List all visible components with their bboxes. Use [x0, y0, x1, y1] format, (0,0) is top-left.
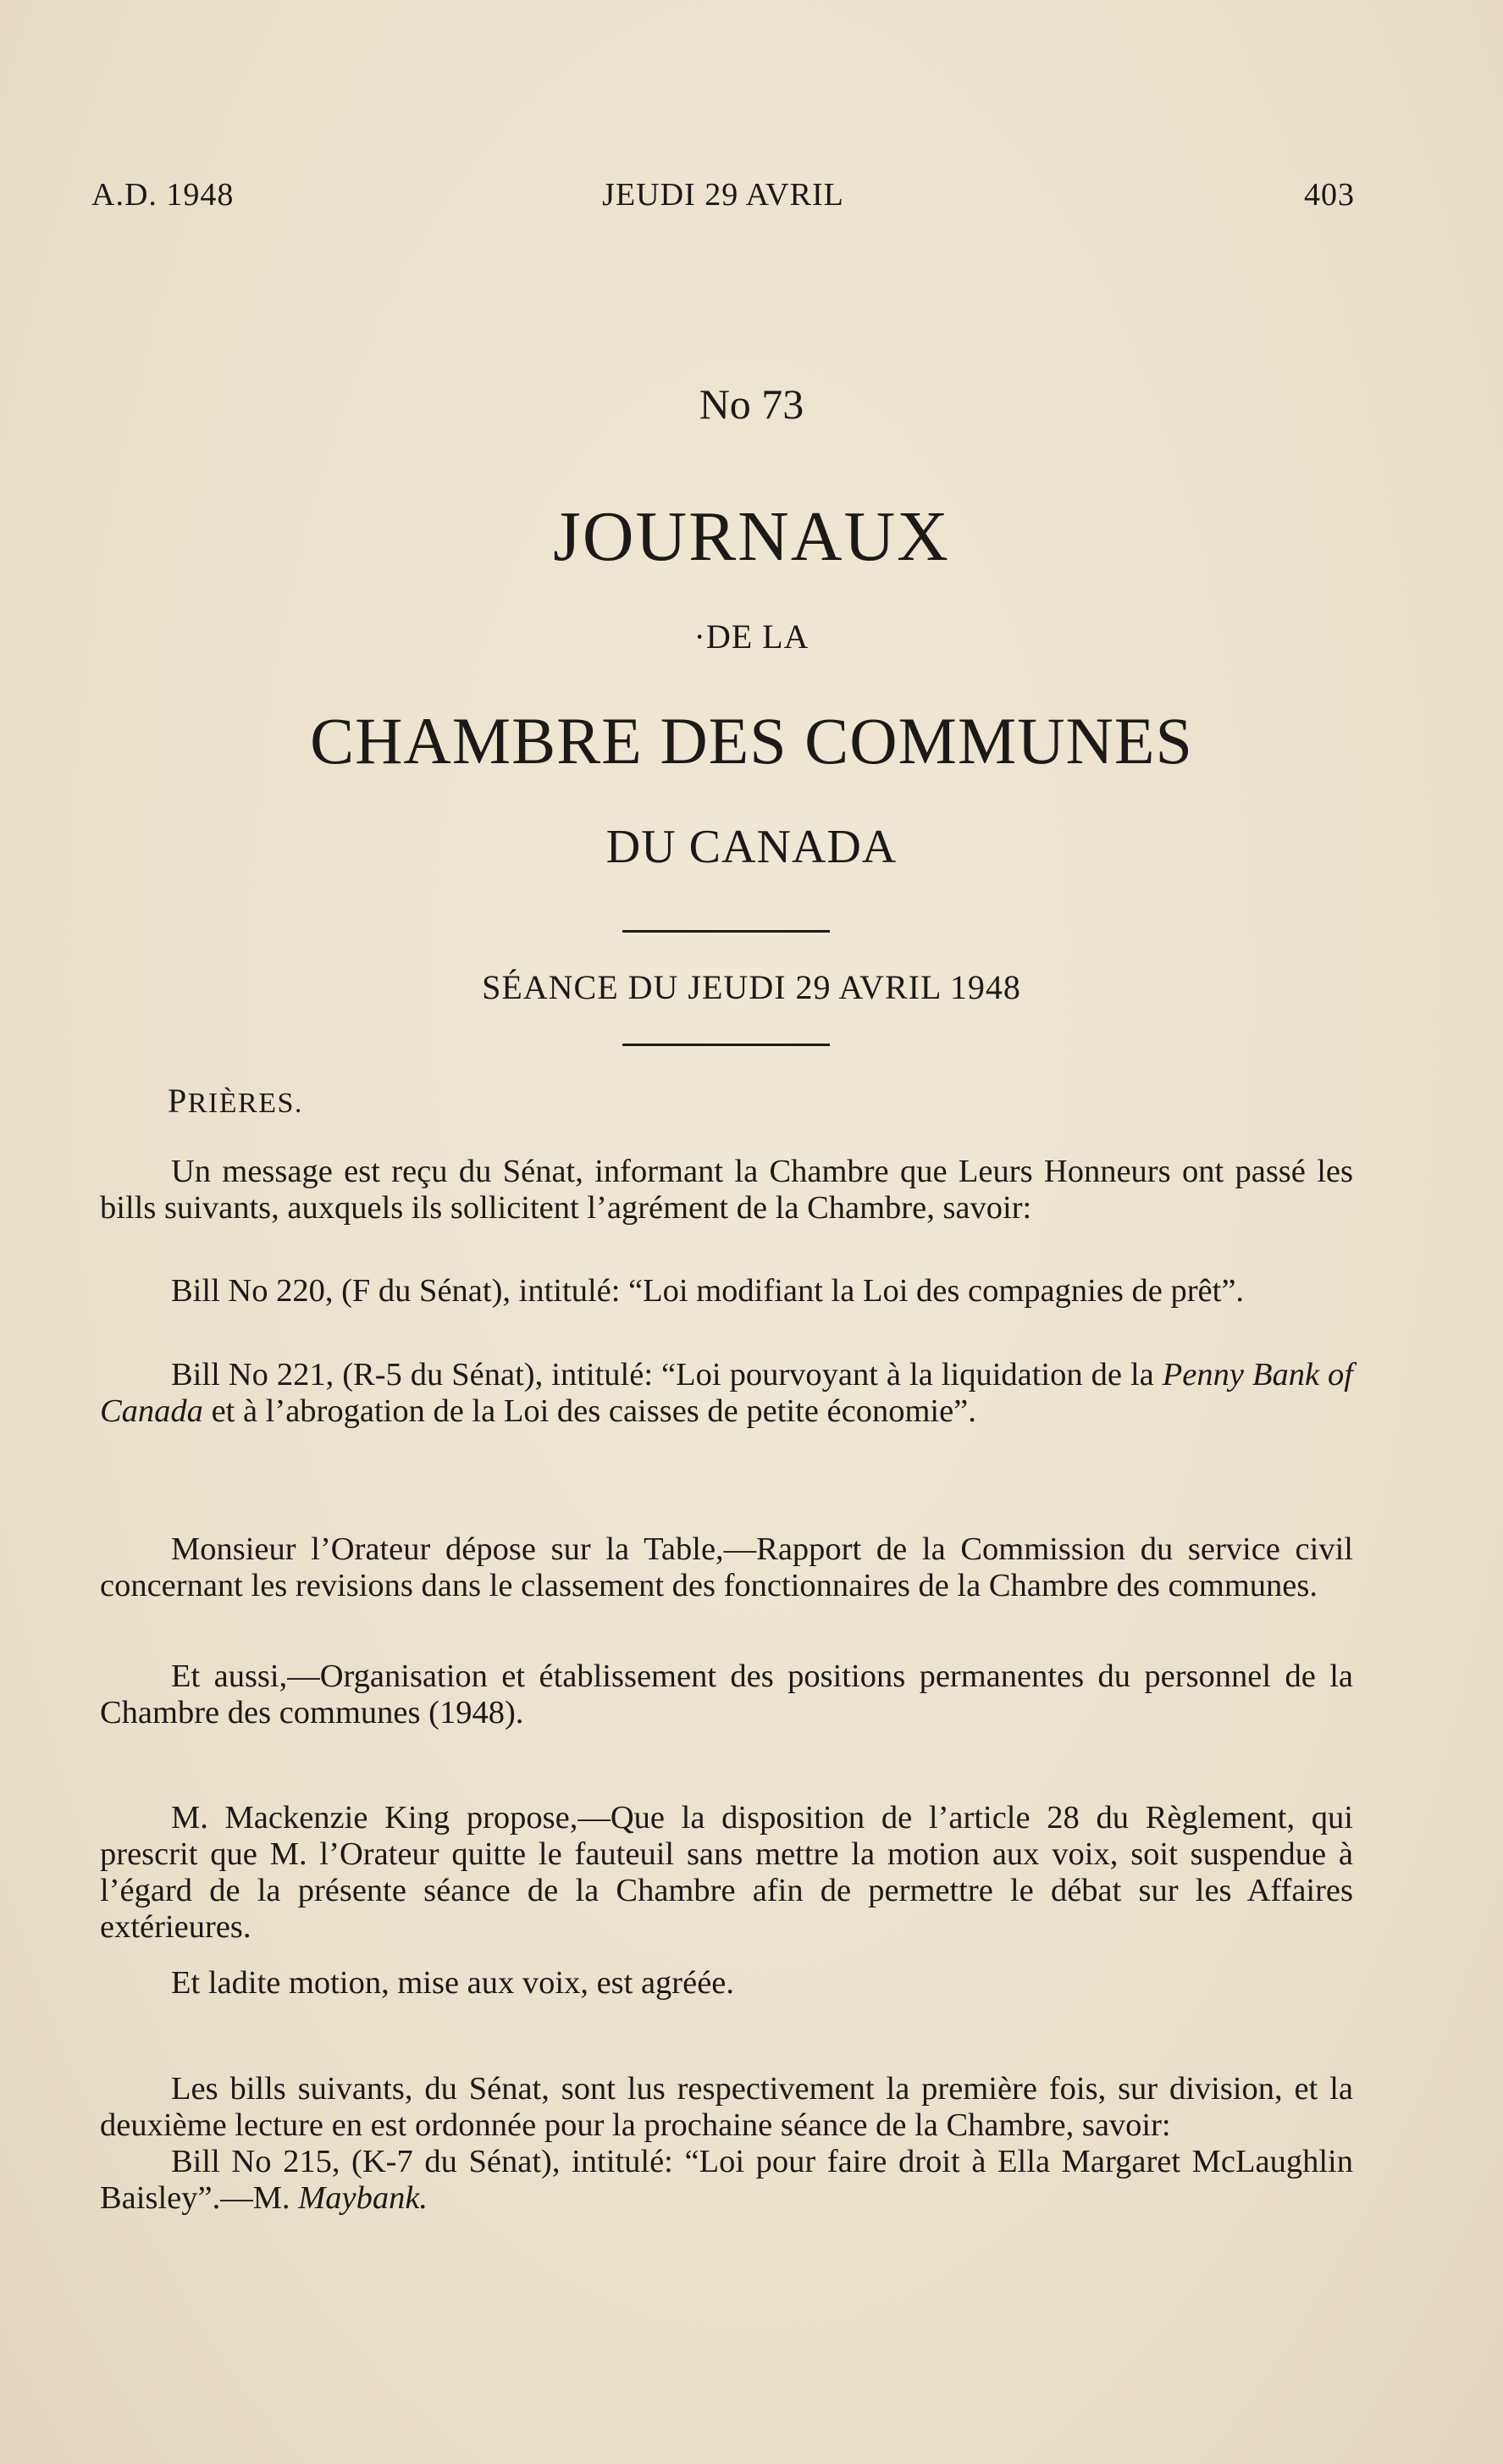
italic-run: Maybank.	[298, 2180, 428, 2216]
country-name: DU CANADA	[605, 821, 898, 873]
et-aussi-paragraph	[100, 1658, 1353, 1731]
bill-215-paragraph	[100, 2144, 1353, 2217]
paragraph-text: Un message est reçu du Sénat, informant la Chambre que Leurs Honneurs ont passé les bills suivants, auxquels ils sollicitent l’agrément de la Chambre, savoir:	[100, 1154, 1353, 1226]
journal-title-connector: ·DE LA	[693, 617, 810, 656]
bill-220-paragraph	[100, 1273, 1353, 1310]
sitting-heading: SÉANCE DU JEUDI 29 AVRIL 1948	[482, 968, 1021, 1006]
text-run: Bill No 215, (K-7 du Sénat), intitulé: “Loi pour faire droit à Ella Margaret McLaughlin Baisley”.—M.	[100, 2144, 1353, 2216]
paragraph-text	[100, 1357, 1353, 1430]
prayers-rest: RIÈRES.	[187, 1088, 303, 1119]
divider-rule	[622, 1044, 830, 1046]
prayers-heading	[100, 1082, 1353, 1121]
issue-number: No 73	[699, 380, 804, 428]
paragraph-text: Les bills suivants, du Sénat, sont lus respectivement la première fois, sur division, et la deuxième lecture en est ordonnée pour la prochaine séance de la Chambre, savoir:	[100, 2071, 1353, 2143]
paragraph-text: Monsieur l’Orateur dépose sur la Table,—Rapport de la Commission du service civil concernant les revisions dans le classement des fonctionnaires de la Chambre des communes.	[100, 1531, 1353, 1603]
paragraph-text: Et ladite motion, mise aux voix, est agréée.	[171, 1965, 735, 2001]
motion-agreed-paragraph	[100, 1965, 1353, 2002]
chamber-name: CHAMBRE DES COMMUNES	[310, 704, 1193, 778]
senate-bills-paragraph	[100, 2071, 1353, 2217]
prayers-initial: P	[168, 1082, 188, 1120]
paragraph-text: M. Mackenzie King propose,—Que la disposition de l’article 28 du Règlement, qui prescrit que M. l’Orateur quitte le fauteuil sans mettre la motion aux voix, soit suspendue à l’égard de la présente séance de la Chambre afin de permettre le débat sur les Affaires extérieures.	[100, 1800, 1353, 1945]
italic-run: Penny Bank of Canada	[100, 1357, 1353, 1429]
journal-title: JOURNAUX	[553, 497, 950, 576]
king-motion-paragraph	[100, 1800, 1353, 1946]
orateur-paragraph	[100, 1531, 1353, 1604]
divider-rule	[622, 930, 830, 933]
text-run: et à l’abrogation de la Loi des caisses de petite économie”.	[202, 1393, 976, 1429]
senate-message-paragraph	[100, 1154, 1353, 1226]
running-head-date: JEUDI 29 AVRIL	[602, 177, 844, 213]
text-run: Bill No 221, (R-5 du Sénat), intitulé: “Loi pourvoyant à la liquidation de la	[171, 1357, 1163, 1393]
paragraph-text: Et aussi,—Organisation et établissement des positions permanentes du personnel de la Chambre des communes (1948).	[100, 1658, 1353, 1730]
running-head-year: A.D. 1948	[91, 177, 235, 213]
paragraph-text: Bill No 220, (F du Sénat), intitulé: “Loi modifiant la Loi des compagnies de prêt”.	[171, 1273, 1245, 1309]
bill-221-paragraph	[100, 1357, 1353, 1430]
page-number: 403	[1304, 177, 1355, 213]
